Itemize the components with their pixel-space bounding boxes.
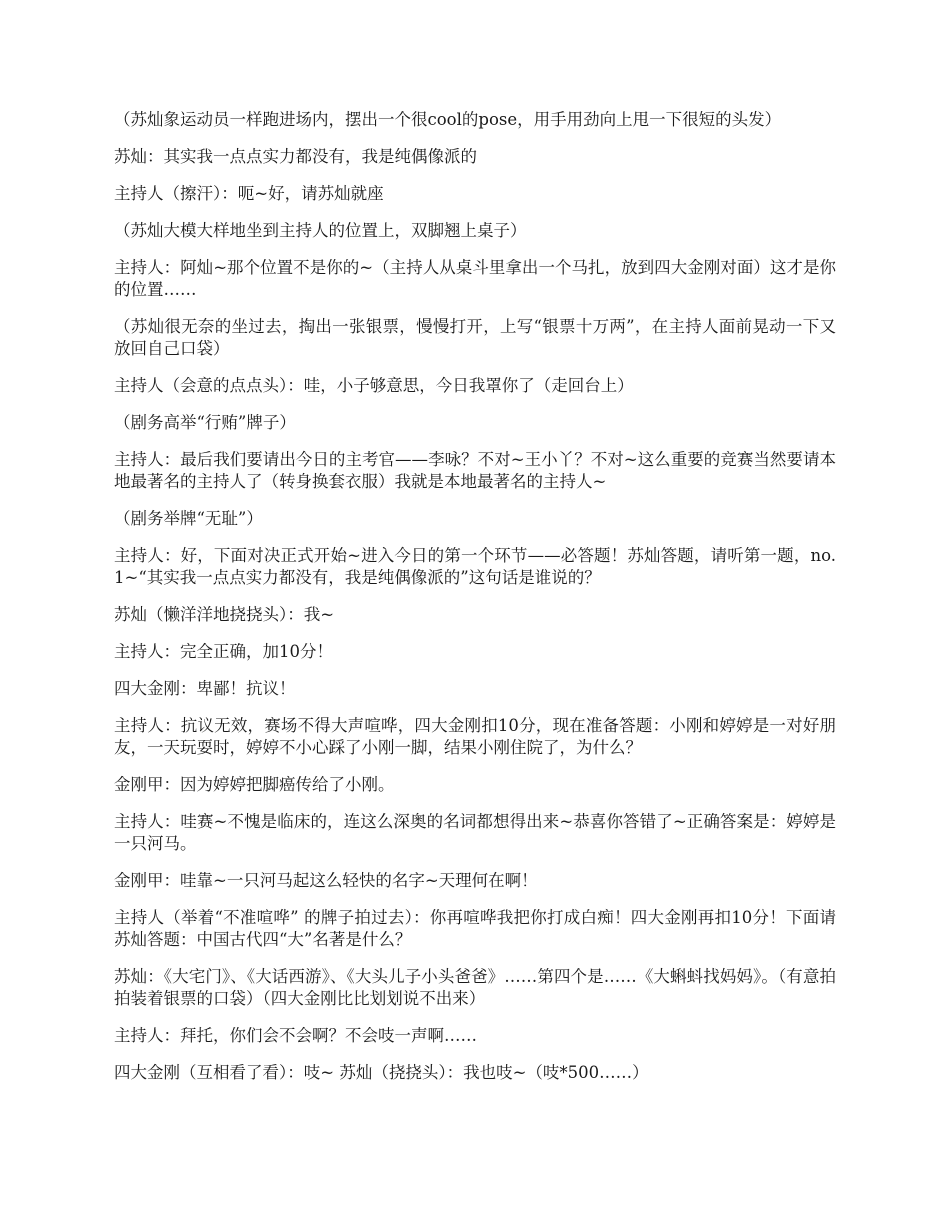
document-body	[114, 109, 836, 1099]
paragraph-kingkong-a-complain: 金刚甲：哇靠~一只河马起这么轻快的名字~天理何在啊！	[114, 871, 538, 890]
paragraph-sucan-classics: 苏灿：《大宅门》、《大话西游》、《大头儿子小头爸爸》……第四个是……《大蝌蚪找妈妈》。（有意拍拍装着银票的口袋）（四大金刚比比划划说不出来）	[114, 967, 836, 1008]
paragraph-kingkong-protest: 四大金刚：卑鄙！抗议！	[114, 679, 296, 698]
paragraph-host-seat: 主持人：阿灿~那个位置不是你的~（主持人从桌斗里拿出一个马扎，放到四大金刚对面）这才是你的位置……	[114, 258, 836, 299]
paragraph-kingkong-squeak: 四大金刚（互相看了看）：吱~ 苏灿（挠挠头）：我也吱~（吱*500……）	[114, 1063, 649, 1082]
paragraph-sign-bribe: （剧务高举“行贿”牌子）	[114, 413, 296, 432]
paragraph-host-nod: 主持人（会意的点点头）：哇，小子够意思，今日我罩你了（走回台上）	[114, 376, 634, 395]
paragraph-stage-direction-sit: （苏灿大模大样地坐到主持人的位置上，双脚翘上桌子）	[114, 221, 527, 240]
paragraph-host-first-question: 主持人：好，下面对决正式开始~进入今日的第一个环节——必答题！苏灿答题，请听第一题，no.1~“其实我一点点实力都没有，我是纯偶像派的”这句话是谁说的？	[114, 546, 836, 587]
paragraph-host-sweat: 主持人（擦汗）：呃~好，请苏灿就座	[114, 184, 384, 203]
paragraph-sucan-answer: 苏灿（懒洋洋地挠挠头）：我~	[114, 605, 335, 624]
paragraph-sign-shameless: （剧务举牌“无耻”）	[114, 509, 263, 528]
paragraph-kingkong-a-answer: 金刚甲：因为婷婷把脚癌传给了小刚。	[114, 775, 395, 794]
paragraph-host-correct: 主持人：完全正确，加10分！	[114, 642, 333, 661]
paragraph-host-please: 主持人：拜托，你们会不会啊？不会吱一声啊……	[114, 1026, 477, 1045]
paragraph-sucan-idol: 苏灿：其实我一点点实力都没有，我是纯偶像派的	[114, 147, 477, 166]
paragraph-stage-direction-banknote: （苏灿很无奈的坐过去，掏出一张银票，慢慢打开，上写“银票十万两”，在主持人面前晃动一下又放回自己口袋）	[114, 317, 836, 358]
paragraph-host-examiner: 主持人：最后我们要请出今日的主考官——李咏？不对~王小丫？不对~这么重要的竞赛当然要请本地最著名的主持人了（转身换套衣服）我就是本地最著名的主持人~	[114, 450, 836, 491]
paragraph-host-protest-invalid: 主持人：抗议无效，赛场不得大声喧哗，四大金刚扣10分，现在准备答题：小刚和婷婷是一对好朋友，一天玩耍时，婷婷不小心踩了小刚一脚，结果小刚住院了，为什么？	[114, 716, 836, 757]
paragraph-stage-direction-entrance: （苏灿象运动员一样跑进场内，摆出一个很cool的pose，用手用劲向上甩一下很短的头发）	[114, 110, 782, 129]
paragraph-host-classics-question: 主持人（举着“不准喧哗” 的牌子拍过去）：你再喧哗我把你打成白痴！四大金刚再扣10分！下面请苏灿答题：中国古代四“大”名著是什么？	[114, 908, 836, 949]
paragraph-host-hippo: 主持人：哇赛~不愧是临床的，连这么深奥的名词都想得出来~恭喜你答错了~正确答案是：婷婷是一只河马。	[114, 812, 836, 853]
